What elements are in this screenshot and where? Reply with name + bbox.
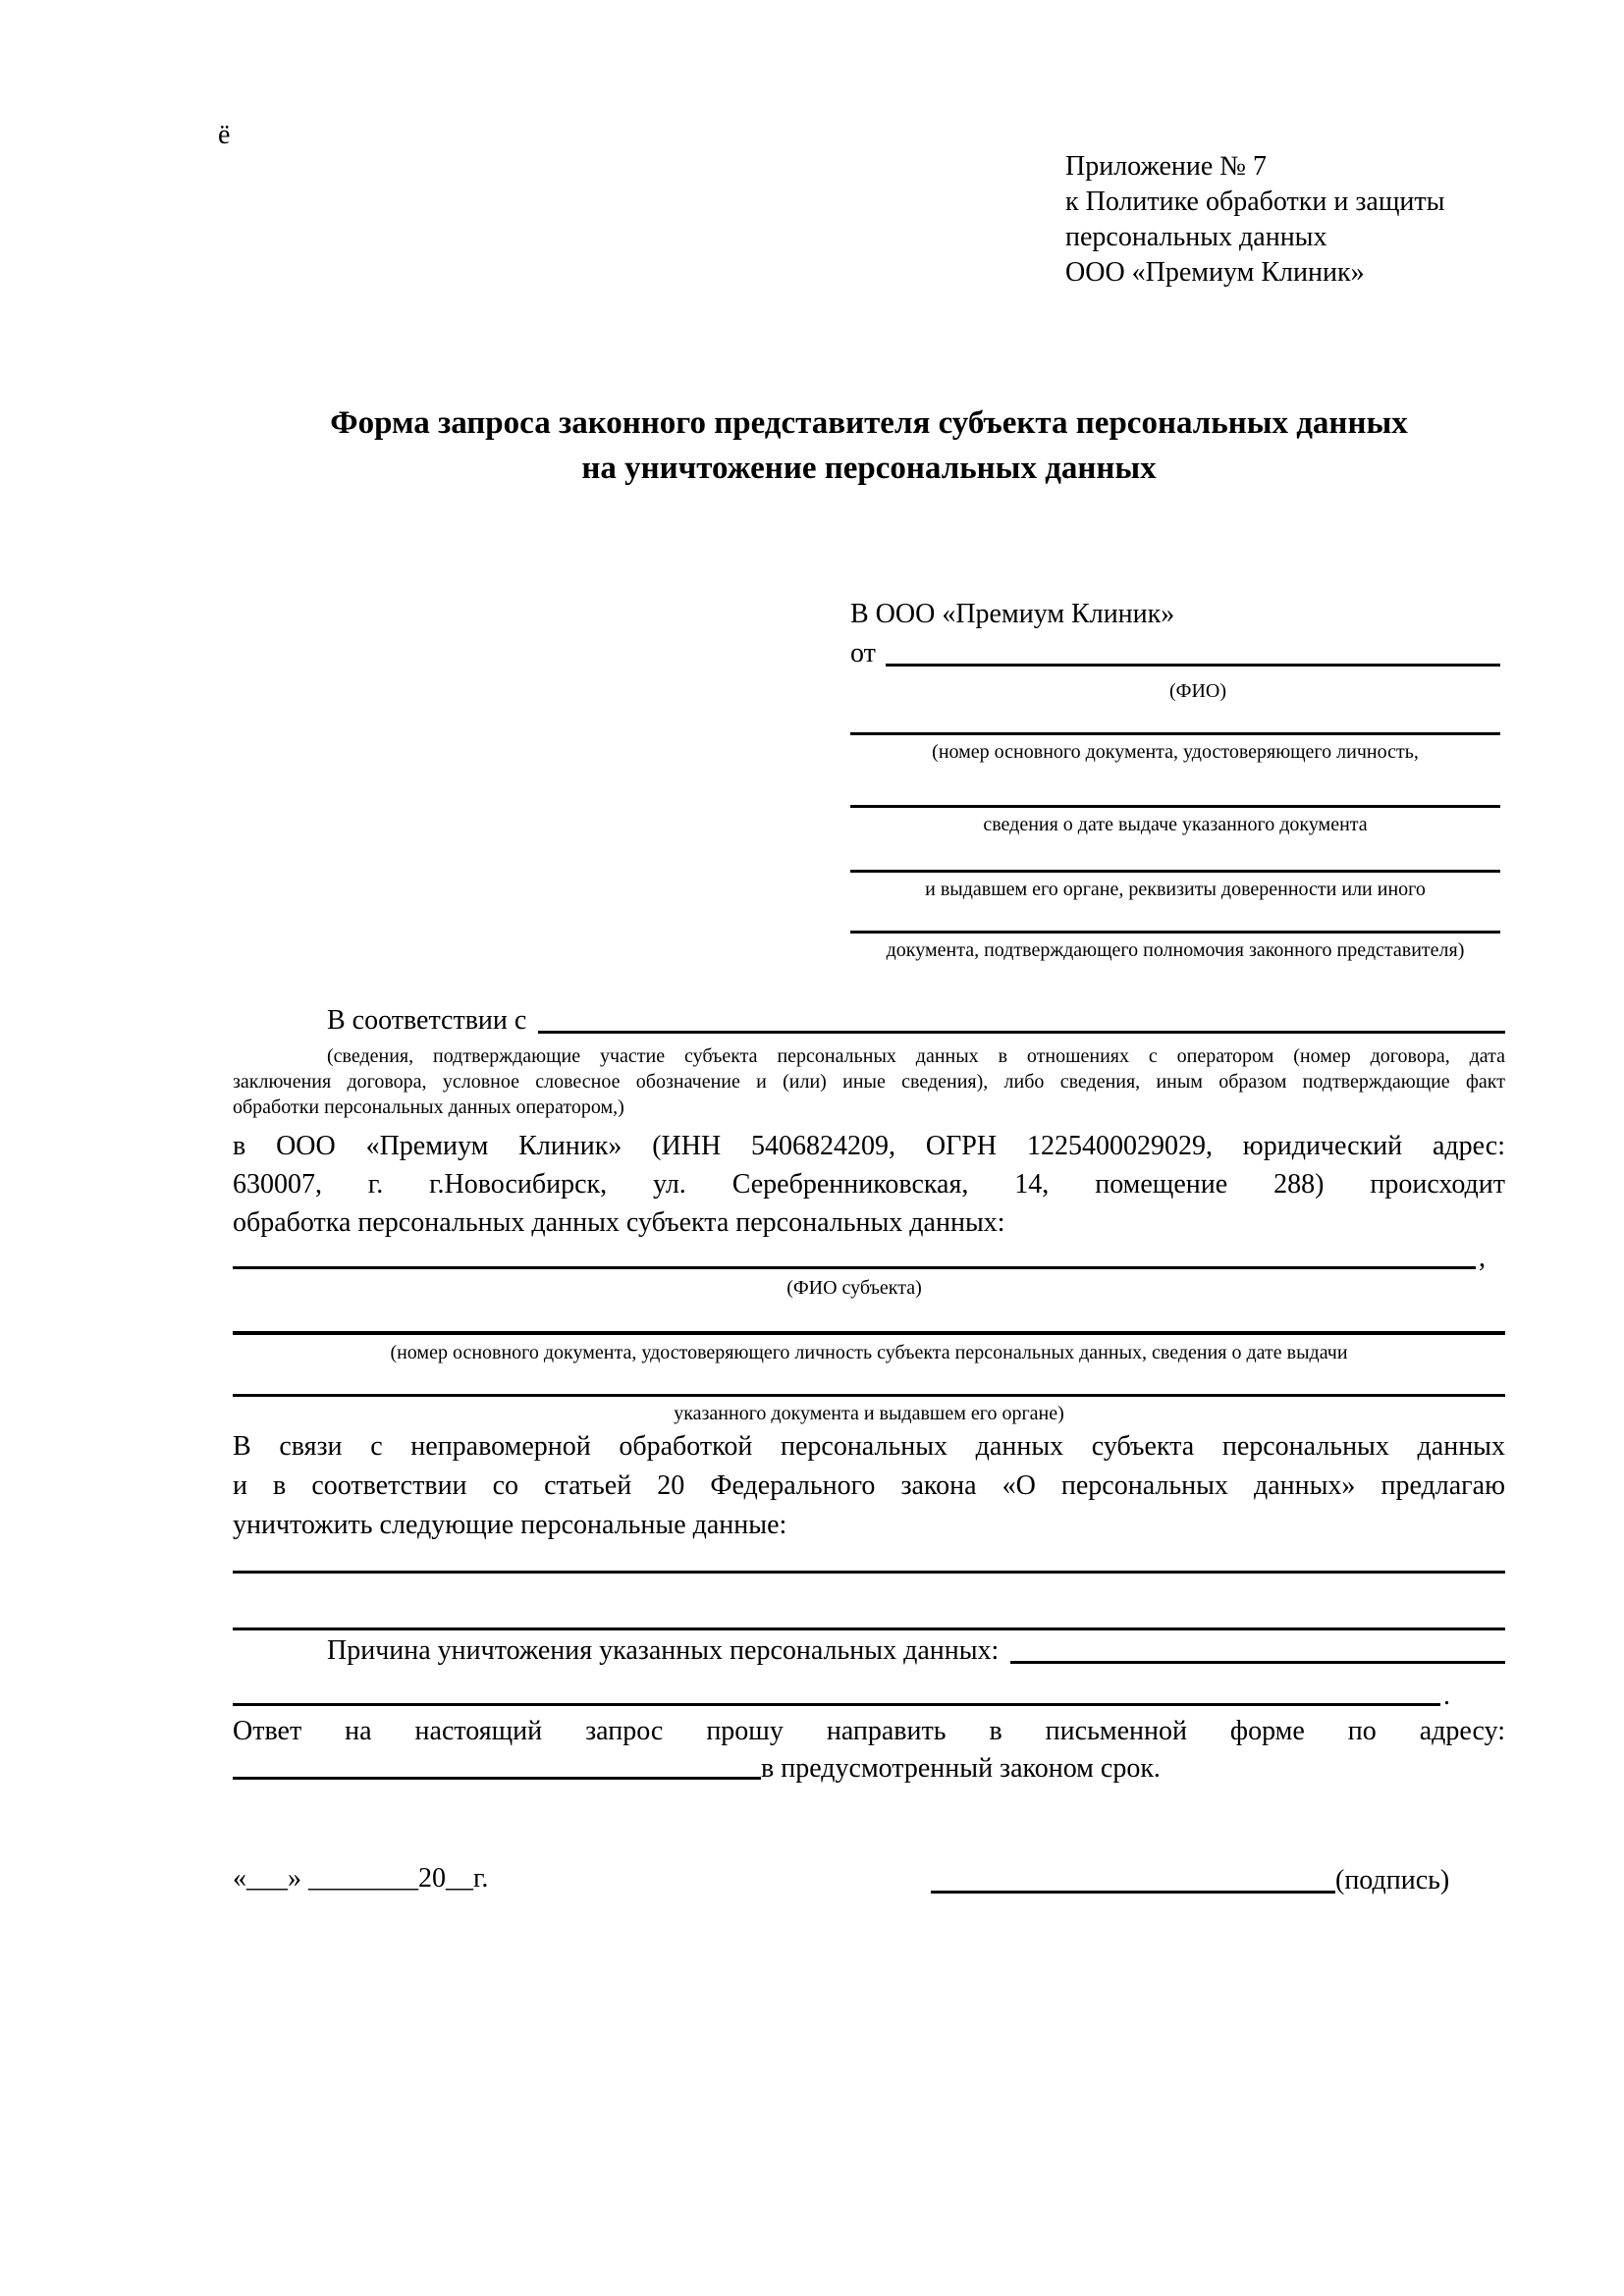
reason-row — [327, 1633, 1505, 1669]
accordance-caption-line: заключения договора, условное словесное обозначение и (или) иные сведения), либо сведения, иным образом подтверждающие факт — [233, 1071, 1505, 1093]
stray-char: ё — [218, 120, 231, 150]
answer-tail: в предусмотренный законом срок. — [761, 1753, 1161, 1784]
addressee-org: В ООО «Премиум Клиник» — [850, 599, 1175, 629]
appendix-header — [1065, 149, 1517, 291]
appendix-header-line: персональных данных — [1065, 222, 1327, 252]
blank-line-data-2 — [233, 1628, 1505, 1630]
form-title-line: Форма запроса законного представителя субъекта персональных данных — [330, 405, 1408, 441]
blank-line-accordance — [538, 1031, 1505, 1034]
accordance-row — [327, 1003, 1505, 1039]
destroy-paragraph-line: уничтожить следующие персональные данные: — [233, 1510, 787, 1540]
operator-paragraph-line: в ООО «Премиум Клиник» (ИНН 5406824209, ОГРН 1225400029029, юридический адрес: — [233, 1131, 1505, 1161]
blank-line-reason-1 — [1010, 1661, 1505, 1664]
reason-lead: Причина уничтожения указанных персональных данных: — [327, 1635, 1000, 1666]
blank-line-address — [233, 1777, 761, 1780]
blank-line-rep-doc-1 — [850, 732, 1500, 735]
fio-caption: (ФИО) — [1168, 680, 1226, 702]
comma-mark: , — [1479, 1243, 1486, 1273]
destroy-paragraph-line: и в соответствии со статьей 20 Федерального закона «О персональных данных» предлагаю — [233, 1470, 1505, 1501]
subject-fio-caption: (ФИО субъекта) — [786, 1277, 922, 1299]
subject-doc-caption-2: указанного документа и выдавшем его органе) — [674, 1403, 1064, 1424]
from-row — [850, 636, 1500, 671]
blank-line-rep-doc-3 — [850, 870, 1500, 873]
accordance-caption-line: (сведения, подтверждающие участие субъекта персональных данных в отношениях с оператором (номер договора, дата — [327, 1045, 1505, 1067]
answer-paragraph: Ответ на настоящий запрос прошу направить в письменной форме по адресу: — [233, 1716, 1505, 1746]
accordance-caption-line: обработки персональных данных оператором,) — [233, 1096, 624, 1118]
form-title-line: на уничтожение персональных данных — [581, 451, 1157, 486]
blank-line-reason-2 — [233, 1703, 1440, 1706]
appendix-header-line: Приложение № 7 — [1065, 151, 1267, 182]
appendix-header-line: ООО «Премиум Клиник» — [1065, 257, 1365, 288]
period-mark: . — [1443, 1681, 1450, 1711]
operator-paragraph-line: 630007, г. г.Новосибирск, ул. Серебренниковская, 14, помещение 288) происходит — [233, 1169, 1505, 1200]
rep-doc-caption-4: документа, подтверждающего полномочия законного представителя) — [886, 939, 1465, 961]
rep-doc-caption-1: (номер основного документа, удостоверяющего личность, — [932, 741, 1419, 763]
operator-paragraph-line: обработка персональных данных субъекта персональных данных: — [233, 1207, 1005, 1238]
form-title — [233, 400, 1505, 491]
signature-caption: (подпись) — [1335, 1865, 1450, 1896]
from-label: от — [850, 638, 876, 668]
rep-doc-caption-2: сведения о дате выдаче указанного документа — [983, 814, 1368, 835]
blank-line-signature — [931, 1891, 1335, 1894]
blank-line-data-1 — [233, 1571, 1505, 1574]
appendix-header-line: к Политике обработки и защиты — [1065, 187, 1445, 217]
blank-line-rep-doc-2 — [850, 805, 1500, 808]
subject-doc-caption-1: (номер основного документа, удостоверяющего личность субъекта персональных данных, сведения о дате выдачи — [390, 1342, 1348, 1363]
blank-line-subject-doc-1 — [233, 1331, 1505, 1335]
blank-line-representative-fio — [886, 664, 1500, 667]
blank-line-rep-doc-4 — [850, 931, 1500, 934]
destroy-paragraph-line: В связи с неправомерной обработкой персональных данных субъекта персональных данных — [233, 1431, 1505, 1462]
rep-doc-caption-3: и выдавшем его органе, реквизиты доверенности или иного — [925, 879, 1426, 900]
blank-line-subject-doc-2 — [233, 1394, 1505, 1397]
accordance-lead: В соответствии с — [327, 1005, 527, 1036]
date-field: «___» ________20__г. — [233, 1863, 489, 1894]
blank-line-subject-fio — [233, 1266, 1476, 1269]
